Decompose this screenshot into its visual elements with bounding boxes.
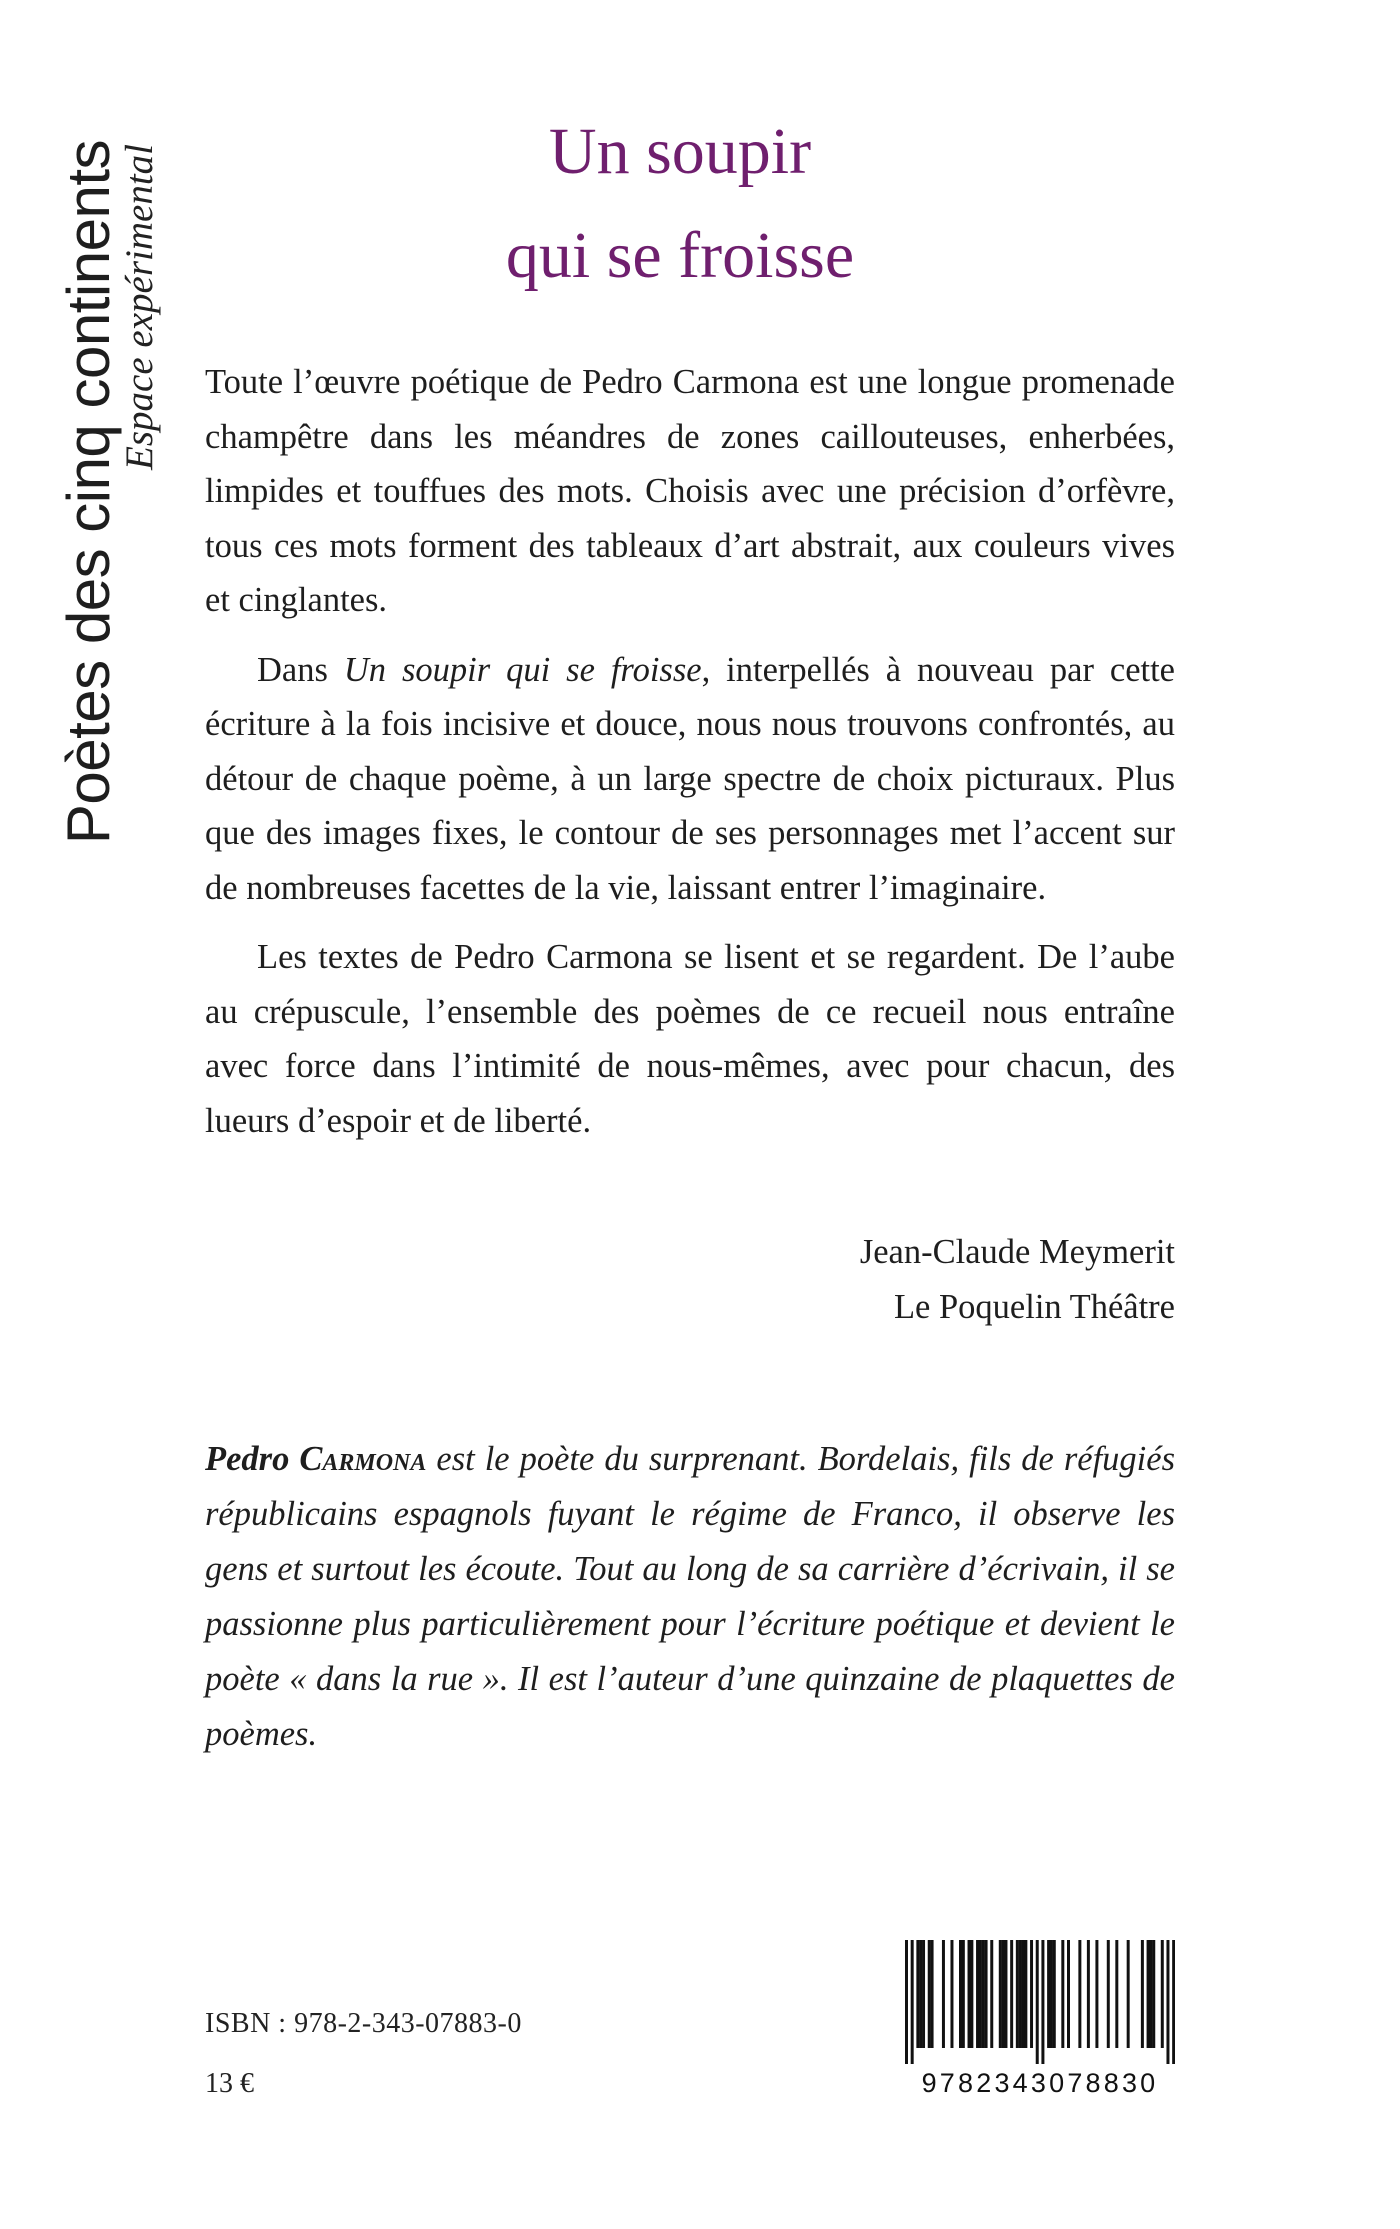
book-title (400, 100, 960, 308)
blurb-paragraph-2 (205, 643, 1175, 916)
barcode-bar (976, 1940, 979, 2048)
barcode-bar (1050, 1940, 1053, 2048)
author-last-name: Carmona (299, 1440, 427, 1478)
barcode-bar (970, 1940, 973, 2048)
barcode-bar (968, 1940, 971, 2048)
barcode-bar (1095, 1940, 1098, 2048)
barcode-bar (1002, 1940, 1005, 2048)
barcode-bar (999, 1940, 1002, 2048)
barcode-bars (905, 1940, 1175, 2064)
barcode-bar (1115, 1940, 1118, 2048)
barcode-bar (1016, 1940, 1019, 2048)
barcode-bar (1024, 1940, 1027, 2048)
signature-org: Le Poquelin Théâtre (893, 1287, 1175, 1326)
blurb-paragraph-1: Toute l’œuvre poétique de Pedro Carmona est une longue promenade champêtre dans les méandres de zones caillouteuses, enherbées, limpides et touffues des mots. Choisis avec une précision d’orfèvre, tous ces mots forment des tableaux d’art abstrait, aux couleurs vives et cinglantes. (205, 363, 1175, 619)
barcode-bar (979, 1940, 982, 2048)
signature (860, 1225, 1175, 1334)
blurb-p2-lead: Dans (257, 650, 344, 689)
barcode-bar (990, 1940, 993, 2048)
barcode-bar (1041, 1940, 1044, 2064)
barcode-bar (1047, 1940, 1050, 2048)
barcode-bar (950, 1940, 953, 2048)
barcode-bar (905, 1940, 908, 2064)
author-bio-text: est le poète du surprenant. Bordelais, fils de réfugiés républicains espagnols fuyant le régime de Franco, il observe les gens et surtout les écoute. Tout au long de sa carrière d’écrivain, il se passionne plus particulièrement pour l’écriture poétique et devient le poète « dans la rue ». Il est l’auteur d’une quinzaine de plaquettes de poèmes. (205, 1440, 1175, 1753)
barcode-bar (1152, 1940, 1155, 2048)
barcode (905, 1940, 1175, 2098)
barcode-bar (1149, 1940, 1152, 2048)
barcode-bar (1172, 1940, 1175, 2064)
author-first-name: Pedro (205, 1440, 300, 1478)
barcode-bar (928, 1940, 931, 2048)
barcode-bar (1107, 1940, 1110, 2048)
barcode-bar (1147, 1940, 1150, 2048)
barcode-bar (1022, 1940, 1025, 2048)
barcode-bar (1019, 1940, 1022, 2048)
barcode-bar (922, 1940, 925, 2048)
barcode-bar (1030, 1940, 1033, 2048)
blurb (205, 355, 1175, 1163)
barcode-bar (919, 1940, 922, 2048)
barcode-bar (1166, 1940, 1169, 2064)
barcode-bar (942, 1940, 945, 2048)
author-bio (205, 1432, 1175, 1762)
price: 13 € (205, 2068, 254, 2099)
barcode-bar (1004, 1940, 1007, 2048)
barcode-bar (1067, 1940, 1070, 2048)
blurb-paragraph-3: Les textes de Pedro Carmona se lisent et se regardent. De l’aube au crépuscule, l’ensemble des poèmes de ce recueil nous entraîne avec force dans l’intimité de nous-mêmes, avec pour chacun, des lueurs d’espoir et de liberté. (205, 938, 1175, 1140)
blurb-p2-rest: , interpellés à nouveau par cette écriture à la fois incisive et douce, nous nous trouvons confrontés, au détour de chaque poème, à un large spectre de choix picturaux. Plus que des images fixes, le contour de ses personnages met l’accent sur de nombreuses facettes de la vie, laissant entrer l’imaginaire. (205, 650, 1175, 907)
signature-name: Jean-Claude Meymerit (859, 1233, 1175, 1271)
barcode-bar (911, 1940, 914, 2064)
barcode-bar (962, 1940, 965, 2048)
title-line-1: Un soupir (548, 115, 812, 188)
barcode-bar (1053, 1940, 1056, 2048)
barcode-bar (959, 1940, 962, 2048)
series-subtitle: Espace expérimental (117, 144, 161, 470)
barcode-bar (1127, 1940, 1130, 2048)
barcode-bar (916, 1940, 919, 2048)
barcode-bar (985, 1940, 988, 2048)
barcode-bar (931, 1940, 934, 2048)
barcode-bar (1010, 1940, 1013, 2048)
barcode-bar (1078, 1940, 1081, 2048)
blurb-book-title: Un soupir qui se froisse (343, 650, 702, 689)
barcode-bar (982, 1940, 985, 2048)
barcode-bar (1061, 1940, 1064, 2048)
title-line-2: qui se froisse (505, 219, 855, 292)
barcode-bar (1161, 1940, 1164, 2048)
isbn: ISBN : 978-2-343-07883-0 (205, 2008, 522, 2039)
barcode-bar (1087, 1940, 1090, 2048)
series-label (40, 140, 180, 860)
barcode-digits: 9782343078830 (921, 2068, 1159, 2098)
barcode-bar (1141, 1940, 1144, 2048)
barcode-bar (1036, 1940, 1039, 2064)
series-name: Poètes des cinq continents (54, 140, 122, 845)
